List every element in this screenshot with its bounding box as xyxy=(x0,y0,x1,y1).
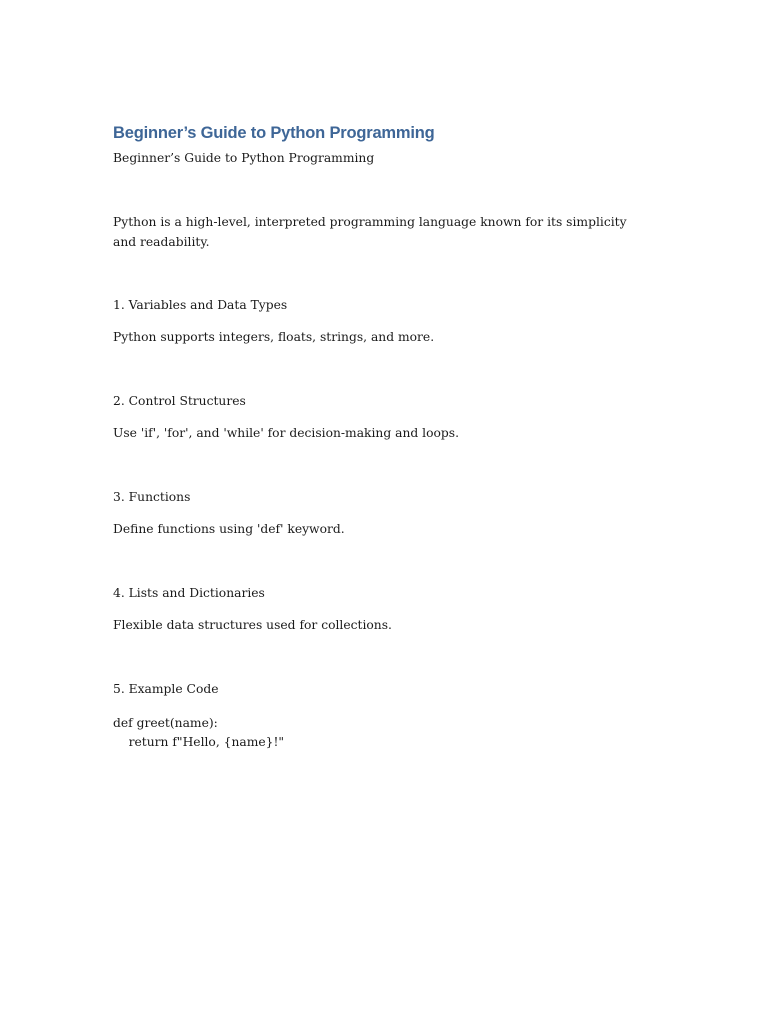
document-page xyxy=(113,0,658,1024)
code-block xyxy=(113,714,284,752)
section-heading-example-code: 5. Example Code xyxy=(113,682,219,696)
document-subtitle: Beginner’s Guide to Python Programming xyxy=(113,151,375,165)
section-heading-variables: 1. Variables and Data Types xyxy=(113,298,288,312)
section-body-variables: Python supports integers, floats, strings, and more. xyxy=(113,330,435,344)
intro-paragraph: Python is a high-level, interpreted programming language known for its simplicity and readability. xyxy=(113,215,627,249)
document-title: Beginner’s Guide to Python Programming xyxy=(113,124,435,142)
section-body-functions: Define functions using 'def' keyword. xyxy=(113,522,345,536)
code-line: def greet(name): xyxy=(113,716,218,730)
section-heading-control-structures: 2. Control Structures xyxy=(113,394,246,408)
section-body-control-structures: Use 'if', 'for', and 'while' for decision-making and loops. xyxy=(113,426,459,440)
section-body-lists: Flexible data structures used for collections. xyxy=(113,618,392,632)
section-heading-functions: 3. Functions xyxy=(113,490,191,504)
section-heading-lists: 4. Lists and Dictionaries xyxy=(113,586,265,600)
code-line: return f"Hello, {name}!" xyxy=(113,735,285,749)
